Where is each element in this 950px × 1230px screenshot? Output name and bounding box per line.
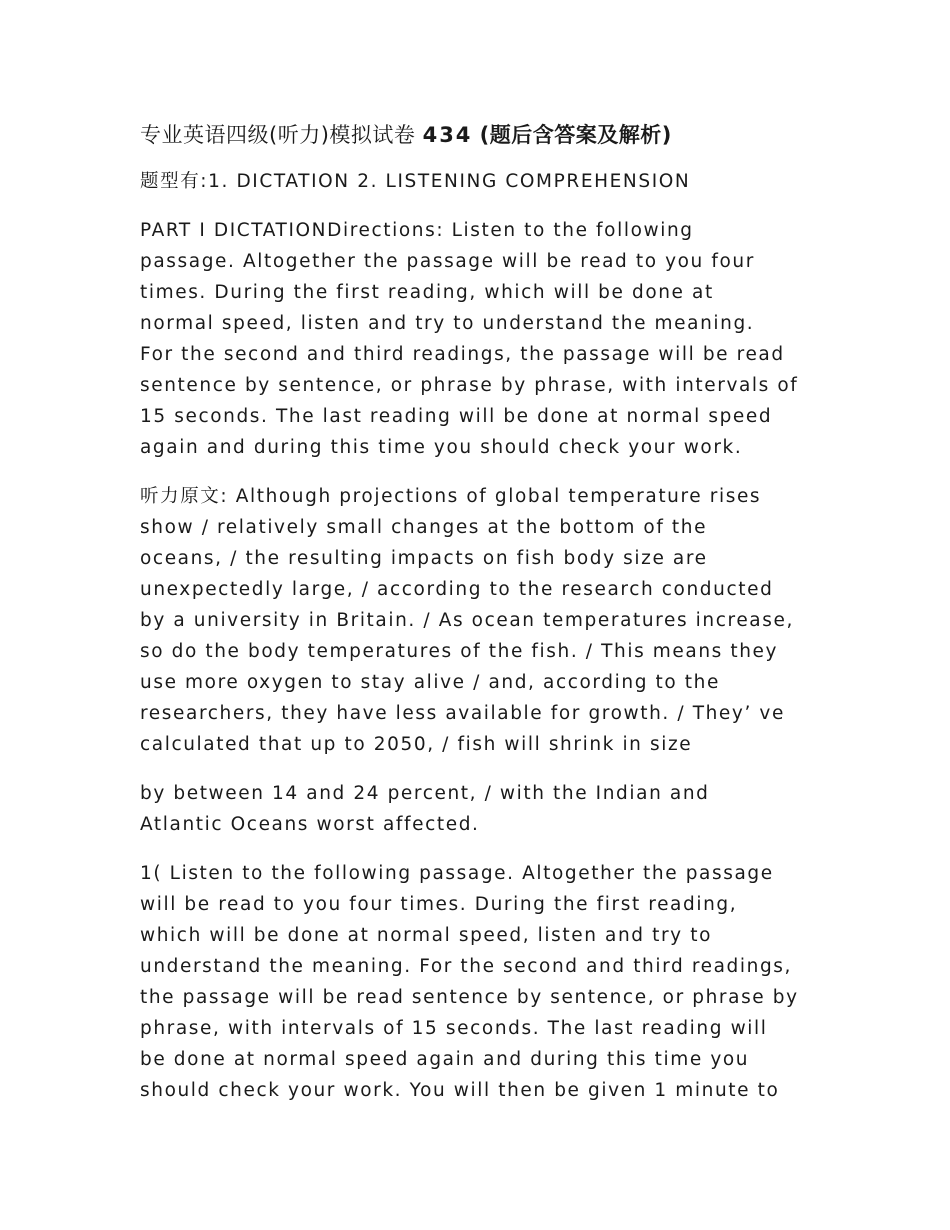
text-line: the passage will be read sentence by sentence, or phrase by [140, 987, 799, 1008]
question-types-line: 题型有:1. DICTATION 2. LISTENING COMPREHENSION [140, 171, 691, 192]
text-line: sentence by sentence, or phrase by phrase, with intervals of [140, 375, 799, 396]
text-line: understand the meaning. For the second and third readings, [140, 956, 793, 977]
text-line: 听力原文: Although projections of global temperature rises [140, 486, 762, 507]
text-line: calculated that up to 2050, / fish will shrink in size [140, 734, 693, 755]
text-line: should check your work. You will then be given 1 minute to [140, 1080, 780, 1101]
text-line: Atlantic Oceans worst affected. [140, 814, 480, 835]
text-line: PART I DICTATIONDirections: Listen to the following [140, 220, 694, 241]
title-number: 434 [422, 123, 473, 147]
text-line: use more oxygen to stay alive / and, according to the [140, 672, 720, 693]
text-line: again and during this time you should check your work. [140, 437, 743, 458]
text-line: will be read to you four times. During the first reading, [140, 894, 738, 915]
question-1-paragraph [140, 858, 820, 1106]
title-suffix: (题后含答案及解析) [479, 123, 672, 147]
text-line: 15 seconds. The last reading will be done at normal speed [140, 406, 773, 427]
text-line: phrase, with intervals of 15 seconds. The last reading will [140, 1018, 768, 1039]
text-line: show / relatively small changes at the bottom of the [140, 517, 708, 538]
text-line: passage. Altogether the passage will be read to you four [140, 251, 755, 272]
text-line: be done at normal speed again and during this time you [140, 1049, 750, 1070]
text-line: by a university in Britain. / As ocean temperatures increase, [140, 610, 794, 631]
transcript-continuation [140, 778, 820, 840]
text-line: oceans, / the resulting impacts on fish body size are [140, 548, 708, 569]
text-line: normal speed, listen and try to understand the meaning. [140, 313, 755, 334]
title-prefix: 专业英语四级(听力)模拟试卷 [140, 123, 416, 147]
text-line: so do the body temperatures of the fish. / This means they [140, 641, 779, 662]
transcript-paragraph [140, 481, 820, 760]
text-line: For the second and third readings, the passage will be read [140, 344, 785, 365]
text-line: unexpectedly large, / according to the research conducted [140, 579, 774, 600]
document-page [140, 118, 820, 1124]
text-line: times. During the first reading, which will be done at [140, 282, 714, 303]
document-title [140, 118, 820, 152]
text-line: which will be done at normal speed, listen and try to [140, 925, 712, 946]
question-types [140, 166, 820, 197]
text-line: by between 14 and 24 percent, / with the Indian and [140, 783, 710, 804]
directions-paragraph [140, 215, 820, 463]
text-line: researchers, they have less available for growth. / They’ ve [140, 703, 785, 724]
text-line: 1( Listen to the following passage. Altogether the passage [140, 863, 774, 884]
